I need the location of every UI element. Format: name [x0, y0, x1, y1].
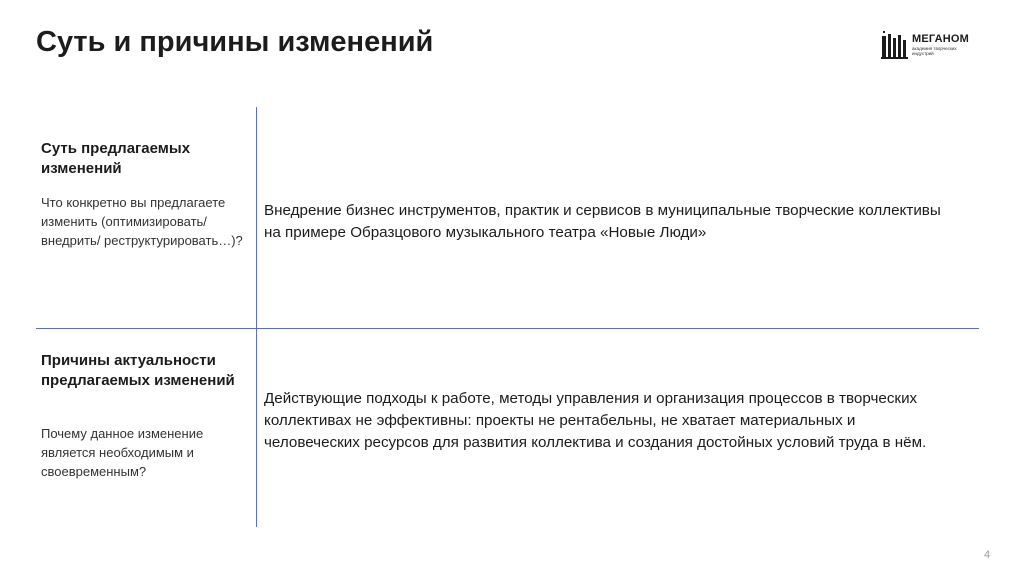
- building-logo-icon: [880, 28, 910, 60]
- meganom-logo: [880, 28, 980, 62]
- page-number: 4: [984, 549, 991, 561]
- slide-title: Суть и причины изменений: [36, 26, 434, 58]
- row-2-question: Почему данное изменение является необходимым и своевременным?: [41, 426, 204, 479]
- row-1-heading: Суть предлагаемых изменений: [41, 140, 191, 177]
- table-vertical-divider: [256, 107, 257, 527]
- table-horizontal-divider: [36, 328, 979, 329]
- logo-subtitle: академия творческих индустрий: [912, 46, 957, 56]
- row-1-answer: Внедрение бизнес инструментов, практик и сервисов в муниципальные творческие коллективы на примере Образцового музыкального театра «Новые Люди»: [264, 202, 941, 241]
- row-1-question: Что конкретно вы предлагаете изменить (оптимизировать/ внедрить/ реструктурировать…)?: [41, 195, 243, 248]
- row-2-answer: Действующие подходы к работе, методы управления и организация процессов в творческих коллективах не эффективны: проекты не рентабельны, не хватает материальных и человеческих ресурсов для развития коллектива и создания достойных условий труда в нём.: [264, 390, 927, 451]
- logo-name: МЕГАНОМ: [912, 33, 970, 45]
- row-2-heading: Причины актуальности предлагаемых изменений: [41, 352, 235, 389]
